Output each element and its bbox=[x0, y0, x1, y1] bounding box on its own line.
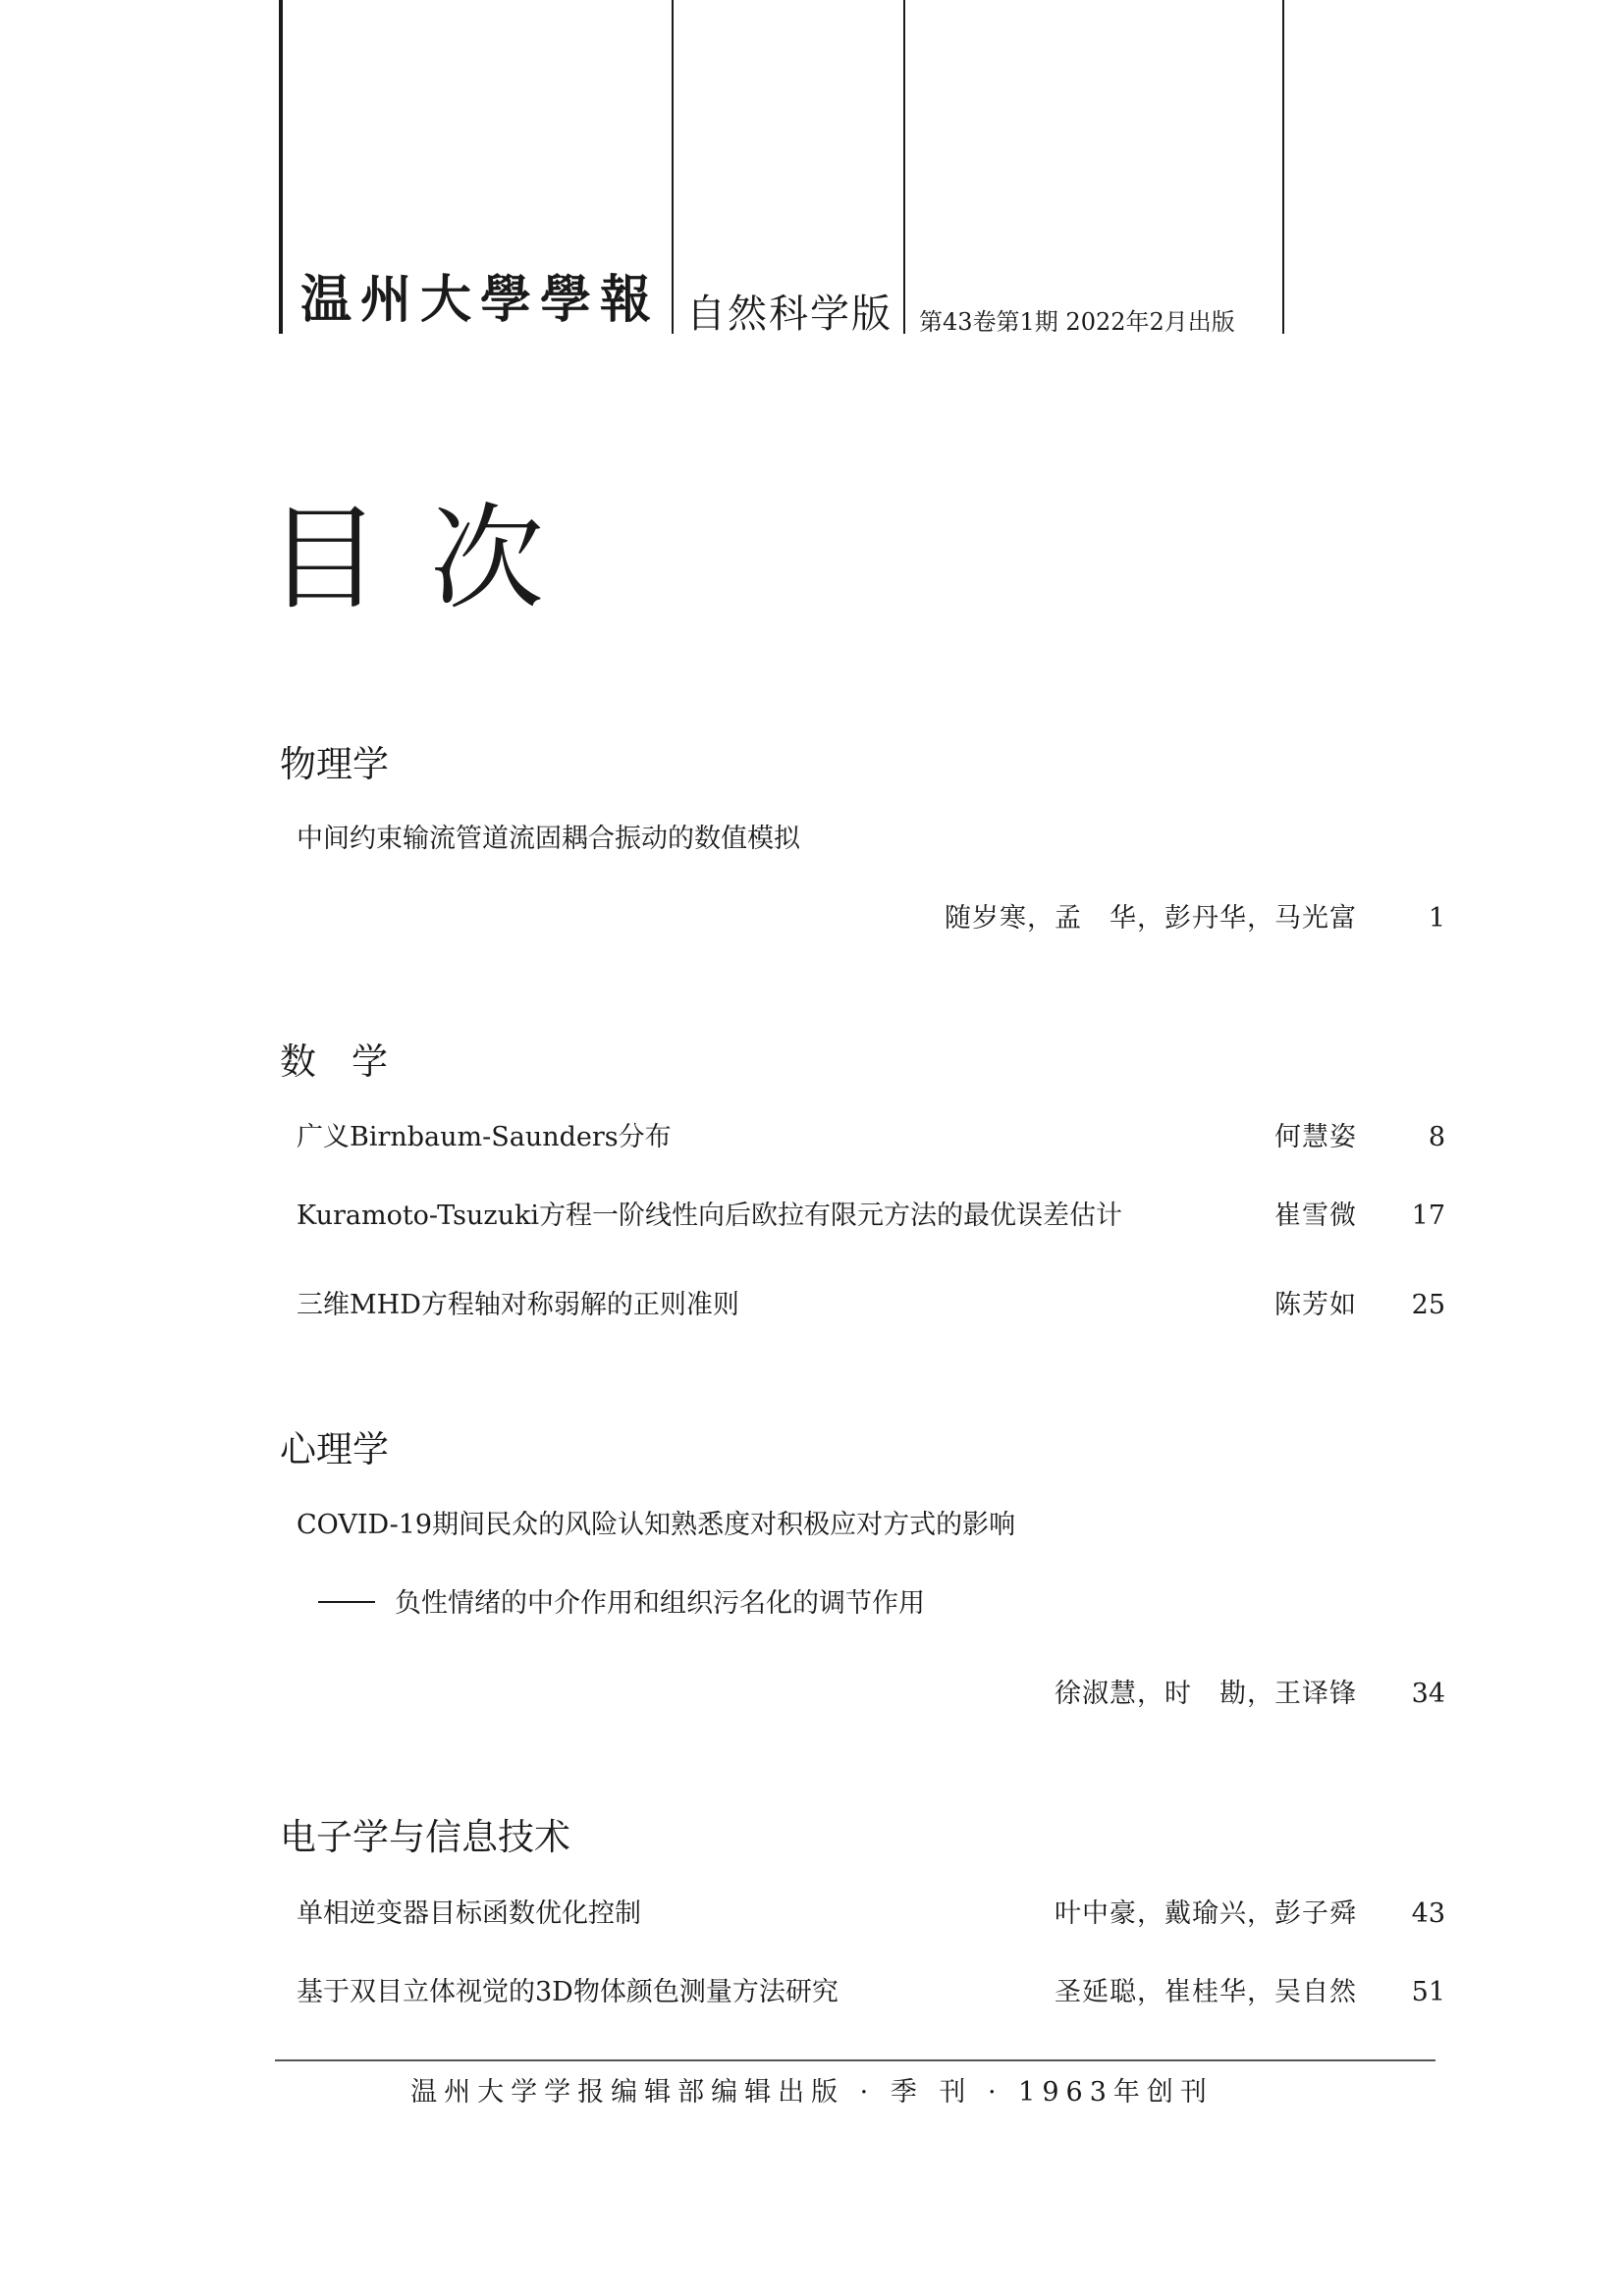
footer-publisher-info: 温州大学学报编辑部编辑出版 · 季 刊 · 1963年创刊 bbox=[410, 2077, 1214, 2108]
journal-name: 温州大學學報 bbox=[300, 270, 661, 330]
article-page-number[interactable]: 8 bbox=[1428, 1122, 1445, 1152]
article-title[interactable]: 三维MHD方程轴对称弱解的正则准则 bbox=[297, 1290, 739, 1320]
article-authors: 叶中豪，戴瑜兴，彭子舜 bbox=[1055, 1898, 1357, 1929]
masthead-rule-left bbox=[279, 0, 283, 334]
article-subtitle bbox=[318, 1590, 925, 1617]
article-page-number[interactable]: 51 bbox=[1411, 1977, 1445, 2007]
section-heading-mathematics: 数学 bbox=[280, 1041, 423, 1083]
em-dash-rule bbox=[318, 1601, 375, 1603]
section-heading-physics: 物理学 bbox=[280, 743, 389, 785]
article-title[interactable]: 广义Birnbaum-Saunders分布 bbox=[297, 1122, 672, 1152]
article-page-number[interactable]: 1 bbox=[1428, 903, 1445, 934]
article-subtitle-text: 负性情绪的中介作用和组织污名化的调节作用 bbox=[395, 1588, 925, 1619]
article-title[interactable]: 中间约束输流管道流固耦合振动的数值模拟 bbox=[297, 824, 800, 854]
article-page-number[interactable]: 17 bbox=[1411, 1201, 1445, 1231]
article-authors: 圣延聪，崔桂华，吴自然 bbox=[1055, 1977, 1357, 2007]
masthead-rule-journal bbox=[672, 0, 674, 334]
masthead-rule-edition bbox=[903, 0, 905, 334]
article-page-number[interactable]: 43 bbox=[1411, 1898, 1445, 1929]
article-page-number[interactable]: 25 bbox=[1411, 1290, 1445, 1320]
section-heading-psychology: 心理学 bbox=[280, 1428, 389, 1470]
article-title[interactable]: Kuramoto-Tsuzuki方程一阶线性向后欧拉有限元方法的最优误差估计 bbox=[297, 1201, 1122, 1231]
issue-info: 第43卷第1期 2022年2月出版 bbox=[919, 308, 1235, 336]
section-heading-electronics: 电子学与信息技术 bbox=[280, 1816, 570, 1858]
journal-edition: 自然科学版 bbox=[686, 292, 893, 337]
article-authors: 陈芳如 bbox=[1274, 1290, 1357, 1320]
page-title: 目次 bbox=[267, 493, 593, 625]
article-title[interactable]: 基于双目立体视觉的3D物体颜色测量方法研究 bbox=[297, 1977, 839, 2007]
article-authors: 随岁寒，孟 华，彭丹华，马光富 bbox=[945, 903, 1357, 934]
article-title[interactable]: 单相逆变器目标函数优化控制 bbox=[297, 1898, 641, 1929]
article-title[interactable]: COVID-19期间民众的风险认知熟悉度对积极应对方式的影响 bbox=[297, 1510, 1016, 1540]
article-authors: 崔雪微 bbox=[1274, 1201, 1357, 1231]
article-authors: 徐淑慧，时 勘，王译锋 bbox=[1055, 1679, 1357, 1709]
footer-divider bbox=[275, 2059, 1435, 2061]
article-page-number[interactable]: 34 bbox=[1411, 1679, 1445, 1709]
article-authors: 何慧姿 bbox=[1274, 1122, 1357, 1152]
masthead-rule-right bbox=[1282, 0, 1284, 334]
